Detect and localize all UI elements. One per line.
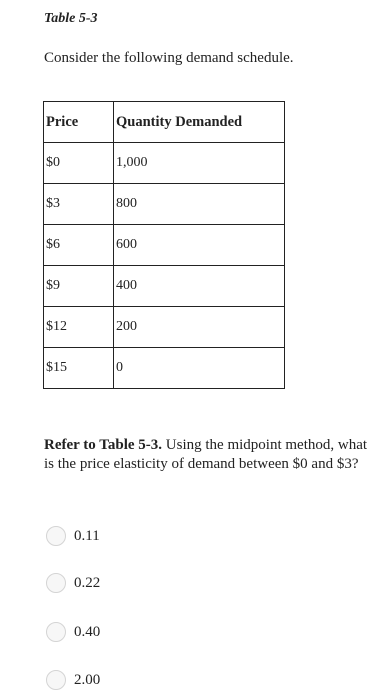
answer-option[interactable] — [46, 524, 100, 548]
option-label: 2.00 — [74, 671, 101, 688]
option-label: 0.40 — [74, 623, 101, 640]
table-row — [44, 225, 285, 266]
radio-button[interactable] — [46, 526, 66, 546]
table-row — [44, 143, 285, 184]
table-row — [44, 307, 285, 348]
quantity-cell: 0 — [114, 348, 285, 389]
table-title: Table 5-3 — [44, 11, 98, 26]
price-cell: $0 — [44, 143, 114, 184]
intro-text: Consider the following demand schedule. — [44, 50, 294, 66]
demand-schedule-table — [43, 101, 285, 389]
answer-option[interactable] — [46, 668, 100, 692]
question-text — [44, 436, 369, 474]
price-header: Price — [44, 102, 114, 143]
radio-button[interactable] — [46, 622, 66, 642]
radio-button[interactable] — [46, 670, 66, 690]
answer-option[interactable] — [46, 571, 100, 595]
table-row — [44, 348, 285, 389]
price-cell: $9 — [44, 266, 114, 307]
quantity-cell: 800 — [114, 184, 285, 225]
price-cell: $12 — [44, 307, 114, 348]
table-header-row — [44, 102, 285, 143]
table-row — [44, 184, 285, 225]
quantity-header: Quantity Demanded — [114, 102, 285, 143]
option-label: 0.22 — [74, 574, 101, 591]
question-reference: Refer to Table 5-3. — [44, 437, 163, 453]
price-cell: $15 — [44, 348, 114, 389]
table-row — [44, 266, 285, 307]
question-body: Using the midpoint method, what is the price elasticity of demand between $0 and $3? — [44, 437, 368, 472]
quantity-cell: 400 — [114, 266, 285, 307]
option-label: 0.11 — [74, 527, 100, 544]
answer-option[interactable] — [46, 620, 100, 644]
radio-button[interactable] — [46, 573, 66, 593]
price-cell: $3 — [44, 184, 114, 225]
quantity-cell: 600 — [114, 225, 285, 266]
price-cell: $6 — [44, 225, 114, 266]
quantity-cell: 200 — [114, 307, 285, 348]
quantity-cell: 1,000 — [114, 143, 285, 184]
